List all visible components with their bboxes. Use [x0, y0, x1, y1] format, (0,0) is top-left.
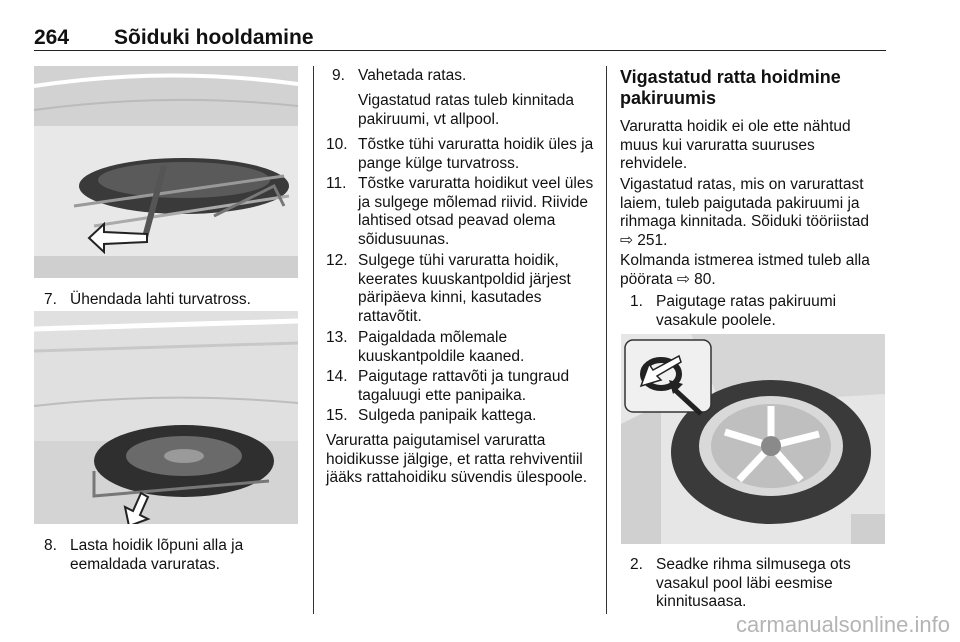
step-number: 9.	[332, 67, 345, 84]
step-number: 1.	[630, 293, 643, 310]
step-text: Ühendada lahti turvatross.	[70, 291, 251, 308]
column-divider-left	[313, 66, 314, 614]
illustration-lower-carrier	[34, 311, 298, 524]
step-number: 10.	[326, 136, 348, 153]
step-text: Paigutage ratas pakiruumi vasakule poolele.	[656, 293, 837, 329]
step-number: 14.	[326, 368, 348, 385]
header-rule	[34, 50, 886, 51]
step-text: Vahetada ratas.	[358, 67, 467, 84]
step-text: Tõstke tühi varuratta hoidik üles ja pange külge turvatross.	[358, 136, 594, 172]
step-text: Sulgege tühi varuratta hoidik, keerates kuuskantpoldid järjest päripäeva kinni, kasutades rattavõtit.	[358, 252, 571, 325]
step-number: 8.	[44, 537, 57, 554]
step-number: 12.	[326, 252, 348, 269]
page-number: 264	[34, 26, 70, 49]
chapter-title: Sõiduki hooldamine	[114, 26, 314, 49]
page-header	[34, 26, 886, 52]
step-text: Vigastatud ratas tuleb kinnitada pakiruumi, vt allpool.	[358, 92, 575, 128]
step-text: Paigaldada mõlemale kuuskantpoldile kaaned.	[358, 329, 525, 365]
paragraph-1: Varuratta hoidik ei ole ette nähtud muus kui varuratta suuruses rehvidele.	[620, 118, 851, 172]
step-number: 11.	[326, 175, 347, 192]
paragraph-2: Vigastatud ratas, mis on varurattast laiem, tuleb paigutada pakiruumi ja rihmaga kinnitada. Sõiduki tööriistad ⇨ 251.	[620, 176, 869, 249]
illustration-wheel-in-trunk	[621, 334, 885, 544]
paragraph-3: Kolmanda istmerea istmed tuleb alla pöörata ⇨ 80.	[620, 252, 870, 288]
column-divider-right	[606, 66, 607, 614]
step-number: 2.	[630, 556, 643, 573]
step-text: Sulgeda panipaik kattega.	[358, 407, 537, 424]
step-text: Tõstke varuratta hoidikut veel üles ja sulgege mõlemad riivid. Riivide lahtised otsad peavad olema sõidusuunas.	[358, 175, 594, 248]
watermark: carmanualsonline.info	[735, 612, 950, 637]
step-text: Seadke rihma silmusega ots vasakul pool läbi eesmise kinnitusaasa.	[656, 556, 851, 610]
closing-paragraph: Varuratta paigutamisel varuratta hoidikusse jälgige, et ratta rehviventiil jääks rattahoidiku süvendis ülespoole.	[326, 432, 588, 486]
section-title: Vigastatud ratta hoidmine pakiruumis	[620, 67, 841, 108]
step-text: Paigutage rattavõti ja tungraud tagaluugi ette panipaika.	[358, 368, 570, 404]
step-number: 15.	[326, 407, 348, 424]
step-text: Lasta hoidik lõpuni alla ja eemaldada varuratas.	[70, 537, 244, 573]
step-number: 13.	[326, 329, 348, 346]
step-number: 7.	[44, 291, 57, 308]
illustration-safety-cable	[34, 66, 298, 278]
